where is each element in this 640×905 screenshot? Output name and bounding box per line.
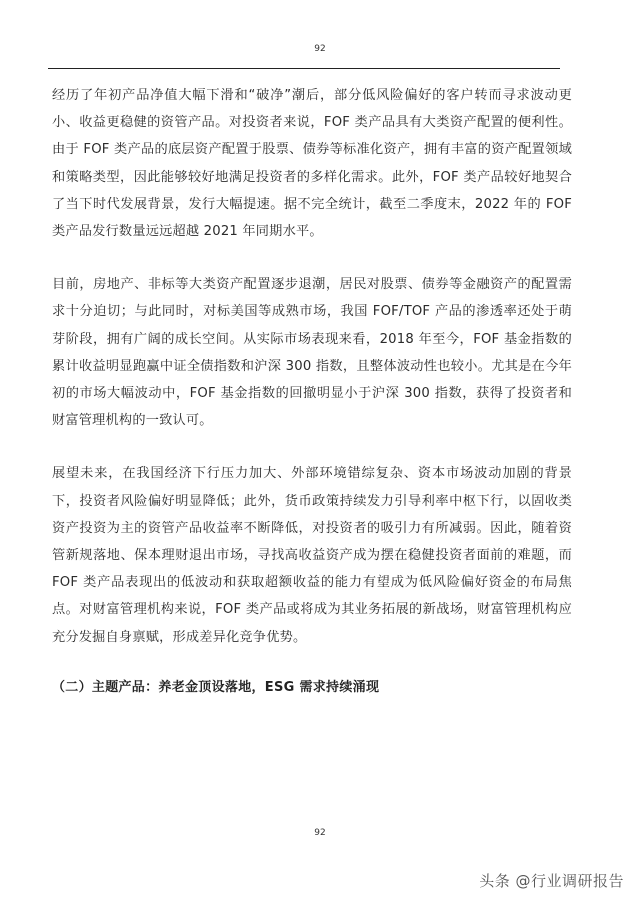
paragraph-1: 经历了年初产品净值大幅下滑和“破净”潮后，部分低风险偏好的客户转而寻求波动更小、收益更稳健的资管产品。对投资者来说，FOF 类产品具有大类资产配置的便利性。由于 FOF 类产品的底层资产配置于股票、债券等标准化资产，拥有丰富的资产配置领域和策略类型，因此能够较好地满足投资者的多样化需求。此外，FOF 类产品较好地契合了当下时代发展背景，发行大幅提速。据不完全统计，截至二季度末，2022 年的 FOF 类产品发行数量远远超越 2021 年同期水平。 bbox=[52, 88, 572, 240]
paragraph-2: 目前，房地产、非标等大类资产配置逐步退潮，居民对股票、债券等金融资产的配置需求十分迫切；与此同时，对标美国等成熟市场，我国 FOF/TOF 产品的渗透率还处于萌芽阶段，拥有广阔的成长空间。从实际市场表现来看，2018 年至今，FOF 基金指数的累计收益明显跑赢中证全债指数和沪深 300 指数，且整体波动性也较小。尤其是在今年初的市场大幅波动中，FOF 基金指数的回撤明显小于沪深 300 指数，获得了投资者和财富管理机构的一致认可。 bbox=[52, 277, 572, 429]
page-number-top: 92 bbox=[314, 44, 326, 54]
header-divider bbox=[48, 68, 560, 69]
page-number-bottom: 92 bbox=[314, 828, 326, 838]
body-text bbox=[52, 82, 572, 699]
paragraph-3: 展望未来，在我国经济下行压力加大、外部环境错综复杂、资本市场波动加剧的背景下，投资者风险偏好明显降低；此外，货币政策持续发力引导利率中枢下行，以固收类资产投资为主的资管产品收益率不断降低，对投资者的吸引力有所减弱。因此，随着资管新规落地、保本理财退出市场，寻找高收益资产成为摆在稳健投资者面前的难题，而 FOF 类产品表现出的低波动和获取超额收益的能力有望成为低风险偏好资金的布局焦点。对财富管理机构来说，FOF 类产品或将成为其业务拓展的新战场，财富管理机构应充分发掘自身禀赋，形成差异化竞争优势。 bbox=[52, 466, 572, 645]
watermark: 头条 @行业调研报告 bbox=[479, 872, 624, 890]
section-heading: （二）主题产品：养老金顶设落地，ESG 需求持续涌现 bbox=[52, 679, 380, 695]
